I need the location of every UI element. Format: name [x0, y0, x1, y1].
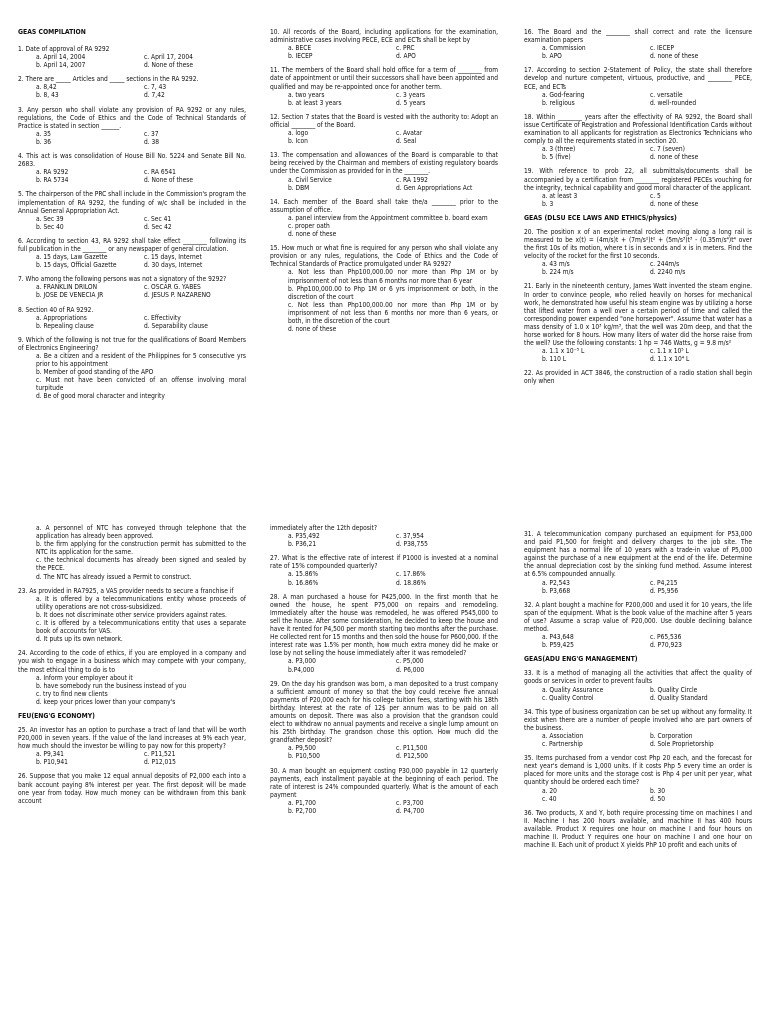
question-item — [524, 530, 752, 595]
answer-option: d. P12,015 — [144, 758, 176, 767]
answer-options — [270, 268, 498, 333]
question-stem: 20. The position x of an experimental rocket moving along a long rail is measured to be x(t) = (4m/s)t + (7m/s²)t² + (5m/s³)t³ - (0.35m/s⁴)t⁴ over the first 10s of its motion, where t is in seconds and x is in meters. Find the velocity of the rocket for the first 10 seconds. — [524, 227, 752, 261]
answer-option: a. FRANKLIN DRILON — [36, 283, 98, 292]
answer-option: d. Gen Appropriations Act — [396, 183, 473, 192]
answer-option: a. 15 days, Law Gazette — [36, 253, 108, 262]
question-item — [270, 151, 498, 191]
column-6 — [524, 530, 752, 855]
question-item — [524, 113, 752, 162]
answer-options — [18, 283, 246, 299]
answer-option: b. It does not discriminate other service providers against rates. — [36, 610, 227, 619]
answer-option: c. IECEP — [650, 44, 674, 53]
answer-option: c. April 17, 2004 — [144, 53, 193, 62]
answer-option: b. APO — [542, 52, 562, 61]
answer-option: b. April 14, 2007 — [36, 61, 86, 70]
answer-option: b. religious — [542, 98, 575, 107]
section-heading: GEAS (DLSU ECE LAWS AND ETHICS/physics) — [524, 213, 677, 222]
answer-options — [270, 532, 498, 548]
question-stem: 14. Each member of the Board shall take the/a ________ prior to the assumption of office. — [270, 197, 498, 214]
section-heading: FEU(ENG'G ECONOMY) — [18, 711, 95, 720]
question-item — [18, 336, 246, 401]
answer-option: c. 1.1 x 10⁵ L — [650, 347, 689, 356]
question-stem: 23. As provided in RA7925, a VAS provider needs to secure a franchise if — [18, 586, 234, 595]
answer-option: c. Avatar — [396, 129, 423, 138]
question-stem: 34. This type of business organization can be set up without any formality. It exist when there are a number of people involved who are part owners of the business. — [524, 707, 752, 732]
answer-option: c. P11,500 — [396, 744, 428, 753]
question-stem: 29. On the day his grandson was born, a man deposited to a trust company a sufficient amount of money so that the boy could receive five annual payments of P20,000 each for his college tuition fees, starting with his 18th birthday. Interest at the rate of 12$ per annum was to be paid on all amounts on deposit. There was also a provision that the grandson could elect to withdraw no annual payments and receive a single lump amount on his 25th birthday. The grandson chose this option. How much did the grandfather deposit? — [270, 679, 498, 745]
answer-option: c. Quality Control — [542, 693, 594, 702]
answer-option: c. 244m/s — [650, 260, 680, 269]
answer-option: d. Seal — [396, 137, 417, 146]
answer-option: b. JOSE DE VENECIA JR — [36, 291, 104, 300]
question-stem: 25. An investor has an option to purchase a tract of land that will be worth P20,000 in seven years. If the value of the land increases at 9% each year, how much should the investor be willing to pay now for this property? — [18, 725, 246, 751]
answer-options — [270, 129, 498, 145]
question-item — [270, 593, 498, 674]
answer-option: c. P4,215 — [650, 578, 678, 587]
answer-options — [270, 176, 498, 192]
answer-options — [270, 570, 498, 586]
answer-option: b. 16.86% — [288, 578, 319, 587]
answer-option: b. Icon — [288, 137, 308, 146]
answer-option: d. P5,956 — [650, 586, 679, 595]
answer-options — [270, 799, 498, 815]
answer-option: d. none of these — [288, 325, 337, 334]
answer-option: c. PRC — [396, 44, 415, 53]
answer-option: b. P3,668 — [542, 586, 571, 595]
question-stem: 16. The Board and the ________ shall correct and rate the licensure examination papers — [524, 28, 752, 45]
answer-option: d. Sole Proprietorship — [650, 740, 714, 749]
answer-option: b.P4,000 — [288, 665, 315, 674]
questions-col-2 — [270, 28, 498, 333]
answer-option: c. P11,521 — [144, 750, 176, 759]
answer-option: b. 15 days, Official Gazette — [36, 261, 117, 270]
answer-option: a. 3 (three) — [542, 145, 576, 154]
answer-option: d. 7,42 — [144, 91, 165, 100]
answer-option: d. P12,500 — [396, 752, 428, 761]
answer-option: d. The NTC has already issued a Permit to construct. — [36, 572, 192, 581]
answer-options — [524, 44, 752, 60]
answer-option: b. 110 L — [542, 355, 567, 364]
answer-option: b. P10,500 — [288, 752, 320, 761]
answer-option: c. 7 (seven) — [650, 145, 685, 154]
question-item — [18, 772, 246, 804]
answer-option: a. 35 — [36, 129, 51, 138]
answer-options — [524, 633, 752, 649]
answer-options — [270, 744, 498, 760]
question-stem: 8. Section 40 of RA 9292. — [18, 305, 94, 314]
answer-option: a. RA 9292 — [36, 168, 69, 177]
question-item — [524, 809, 752, 849]
answer-options — [524, 732, 752, 748]
answer-option: b. P59,425 — [542, 641, 574, 650]
questions-col-4 — [18, 524, 246, 805]
answer-option: d. 50 — [650, 794, 666, 803]
question-stem: 12. Section 7 states that the Board is vested with the authority to: Adopt an official ________ of the Board. — [270, 112, 498, 129]
question-item — [18, 75, 246, 99]
column-2 — [270, 28, 498, 339]
answer-option: b. Corporation — [650, 731, 693, 740]
answer-option: a. at least 3 — [542, 191, 578, 200]
answer-options — [18, 130, 246, 146]
question-item — [524, 669, 752, 701]
answer-options — [18, 352, 246, 401]
questions-col-1 — [18, 45, 246, 401]
question-item — [18, 237, 246, 269]
answer-option: c. Effectivity — [144, 313, 181, 322]
answer-option: a. It is offered by a telecommunications entity whose proceeds of utility operations are not cross-subsidized. — [36, 594, 246, 611]
column-4 — [18, 524, 246, 811]
answer-option: d. Quality Standard — [650, 693, 708, 702]
answer-options — [270, 44, 498, 60]
answer-options — [18, 83, 246, 99]
question-item — [18, 152, 246, 184]
answer-option: c. 37 — [144, 129, 159, 138]
question-item — [524, 754, 752, 803]
column-3 — [524, 28, 752, 392]
question-stem: 18. Within ________ years after the effectivity of RA 9292, the Board shall issue Certificate of Registration and Professional Identification Cards without examination to all applicants for registration as Electronics Technicians who comply to all the requirements stated in section 20. — [524, 112, 752, 146]
question-stem: 4. This act is was consolidation of House Bill No. 5224 and Senate Bill No. 2683. — [18, 152, 246, 169]
answer-option: b. 224 m/s — [542, 268, 574, 277]
question-item — [18, 275, 246, 299]
answer-option: a. P9,500 — [288, 744, 316, 753]
answer-options — [18, 53, 246, 69]
answer-option: b. at least 3 years — [288, 98, 342, 107]
answer-option: a. BECE — [288, 44, 312, 53]
answer-option: c. 3 years — [396, 90, 426, 99]
question-stem: 35. Items purchased from a vendor cost Php 20 each, and the forecast for next year's demand is 1,000 units. If it costs Php 5 every time an order is placed for more units and the storage cost is Php 4 per unit per year, what quantity should be ordered each time? — [524, 754, 752, 787]
question-stem: 1. Date of approval of RA 9292 — [18, 45, 110, 53]
answer-option: d. none of these — [650, 199, 699, 208]
answer-option: d. 1.1 x 10⁴ L — [650, 355, 690, 364]
answer-option: a. P43,648 — [542, 633, 574, 642]
answer-option: d. APO — [396, 52, 416, 61]
question-item — [270, 198, 498, 238]
answer-option: d. 38 — [144, 137, 160, 146]
question-stem: 26. Suppose that you make 12 equal annual deposits of P2,000 each into a bank account paying 8% interest per year. The first deposit will be made one year from today. How much money can be withdrawn from this bank account — [18, 772, 246, 805]
answer-option: d. JESUS P. NAZARENO — [144, 291, 211, 300]
question-stem: 30. A man bought an equipment costing P30,000 payable in 12 quarterly payments, each installment payable at the beginning of each period. The rate of interest is 24% compounded quarterly. What is the amount of each payment — [270, 766, 498, 799]
answer-option: c. Sec 41 — [144, 214, 172, 223]
answer-option: d. none of these — [650, 52, 699, 61]
column-5 — [270, 524, 498, 821]
column-1 — [18, 28, 246, 407]
question-item — [18, 45, 246, 69]
answer-option: a. Commission — [542, 44, 586, 53]
question-item — [524, 708, 752, 748]
question-stem: 17. According to section 2-Statement of Policy, the state shall therefore develop and nurture competent, virtuous, productive, and ________ PECE, ECE, and ECTs — [524, 66, 752, 91]
answer-option: c. 37,954 — [396, 532, 424, 541]
answer-options — [524, 91, 752, 107]
questions-col-3 — [524, 28, 752, 386]
answer-option: a. 1.1 x 10⁻⁵ L — [542, 347, 585, 356]
question-stem: 11. The members of the Board shall hold office for a term of ________ from date of appointment or until their successors shall have been appointed and qualified and may be re-appointed once for another term. — [270, 66, 498, 91]
answer-option: c. RA 1992 — [396, 175, 428, 184]
question-item — [18, 649, 246, 706]
answer-option: d. keep your prices lower than your company's — [36, 697, 176, 706]
answer-option: d. Separability clause — [144, 321, 208, 330]
question-item — [270, 66, 498, 106]
page-title: GEAS COMPILATION — [18, 28, 86, 36]
question-stem: 32. A plant bought a machine for P200,000 and used it for 10 years, the life span of the equipment. What is the book value of the machine after 5 years of use? Assume a scrap value of P20,000. Use double declining balance method. — [524, 600, 752, 634]
question-stem: 10. All records of the Board, including applications for the examination, administrative cases involving PECE, ECE and ECTs shall be kept by — [270, 28, 498, 45]
answer-option: a. God-fearing — [542, 90, 585, 99]
answer-option: a. P2,543 — [542, 578, 570, 587]
question-stem: 7. Who among the following persons was not a signatory of the 9292? — [18, 275, 227, 284]
answer-option: a. P1,700 — [288, 798, 316, 807]
questions-col-5 — [270, 524, 498, 815]
question-stem: 24. According to the code of ethics, if you are employed in a company and you wish to engage in a business which may compete with your company, the most ethical thing to do is to — [18, 649, 246, 674]
question-item — [18, 190, 246, 230]
answer-option: d. none of these — [288, 230, 337, 239]
question-item — [524, 228, 752, 277]
answer-options — [524, 145, 752, 161]
answer-option: c. 7, 43 — [144, 83, 167, 92]
question-item — [18, 106, 246, 146]
answer-option: d. P6,000 — [396, 665, 425, 674]
answer-option: a. P9,341 — [36, 750, 64, 759]
question-item — [524, 282, 752, 363]
section-heading: GEAS(ADU ENG'G MANAGEMENT) — [524, 655, 638, 664]
answer-option: b. have somebody run the business instead of you — [36, 681, 187, 690]
answer-option: d. none of these — [650, 153, 699, 162]
answer-option: c. 15 days, Internet — [144, 253, 202, 262]
answer-option: b. Sec 40 — [36, 222, 64, 231]
question-item — [524, 369, 752, 385]
answer-option: d. 30 days, Internet — [144, 261, 203, 270]
answer-option: d. Sec 42 — [144, 222, 172, 231]
question-stem: 27. What is the effective rate of interest if P1000 is invested at a nominal rate of 15% compounded quarterly? — [270, 554, 498, 571]
answer-options — [18, 215, 246, 231]
question-item — [524, 66, 752, 106]
answer-option: a. 15.86% — [288, 570, 319, 579]
question-stem: 36. Two products, X and Y, both require processing time on machines I and II. Machine I has 200 hours available, and machine II has 400 hours available. Product X requires one hour on machine I and four hours on machine II. Product Y requires one hour on machine I and one hour on machine II. Each unit of product X yields PhP 10 profit and each units of — [524, 808, 752, 850]
question-item — [524, 601, 752, 650]
questions-col-6 — [524, 530, 752, 849]
answer-options — [270, 657, 498, 673]
answer-option: b. DBM — [288, 183, 310, 192]
question-item — [270, 244, 498, 333]
question-item — [270, 113, 498, 145]
answer-option: d. 5 years — [396, 98, 426, 107]
answer-options — [18, 674, 246, 706]
answer-option: a. Civil Service — [288, 175, 332, 184]
answer-option: c. Must not have been convicted of an offense involving moral turpitude — [36, 376, 246, 393]
answer-option: a. two years — [288, 90, 325, 99]
answer-option: d. None of these — [144, 61, 193, 70]
answer-option: d. P70,923 — [650, 641, 682, 650]
answer-option: c. P65,536 — [650, 633, 682, 642]
question-stem: 9. Which of the following is not true for the qualifications of Board Members of Electronics Engineering? — [18, 335, 246, 352]
answer-option: a. Association — [542, 731, 584, 740]
answer-options — [18, 253, 246, 269]
question-item — [270, 554, 498, 586]
answer-option: d. P38,755 — [396, 540, 428, 549]
question-stem: 31. A telecommunication company purchased an equipment for P53,000 and paid P1,500 for freight and delivery charges to the job site. The equipment has a normal life of 10 years with a trade-in value of P5,000 against the purchase of a new equipment at the end of the life. Determine the annual depreciation cost by the sinking fund method. Assume interest at 6.5% compounded annually. — [524, 530, 752, 579]
answer-option: c. It is offered by a telecommunications entity that uses a separate book of accounts for VAS. — [36, 619, 246, 636]
answer-options — [18, 168, 246, 184]
answer-option: a. 20 — [542, 786, 557, 795]
answer-option: d. It puts up its own network. — [36, 635, 123, 644]
question-item — [524, 28, 752, 60]
answer-option: c. proper oath — [288, 221, 330, 230]
answer-option: a. Sec 39 — [36, 214, 64, 223]
answer-option: c. P5,000 — [396, 657, 424, 666]
answer-options — [18, 314, 246, 330]
answer-options — [270, 214, 498, 238]
answer-option: b. 36 — [36, 137, 52, 146]
question-item — [18, 587, 246, 644]
question-stem: 3. Any person who shall violate any provision of RA 9292 or any rules, regulations, the Code of Ethics and the Code of Technical Standards of Practice is stated in section ______. — [18, 105, 246, 130]
answer-option: c. try to find new clients — [36, 689, 108, 698]
answer-option: d. P4,700 — [396, 807, 425, 815]
answer-option: a. April 14, 2004 — [36, 53, 86, 62]
answer-option: b. P36,21 — [288, 540, 317, 549]
answer-option: c. 5 — [650, 191, 661, 200]
answer-option: a. A personnel of NTC has conveyed through telephone that the application has already been approved. — [36, 524, 246, 541]
answer-option: a. Inform your employer about it — [36, 673, 133, 682]
question-item — [270, 680, 498, 761]
answer-option: c. Partnership — [542, 740, 583, 749]
answer-option: b. P10,941 — [36, 758, 68, 767]
answer-options — [524, 787, 752, 803]
answer-option: a. P3,000 — [288, 657, 316, 666]
answer-option: b. 3 — [542, 199, 554, 208]
answer-option: d. well-rounded — [650, 98, 697, 107]
answer-options — [18, 750, 246, 766]
answer-option: c. 17.86% — [396, 570, 426, 579]
answer-option: c. versatile — [650, 90, 683, 99]
answer-option: b. Quality Circle — [650, 685, 698, 694]
question-stem: 33. It is a method of managing all the activities that affect the quality of goods or services in order to prevent faults — [524, 669, 752, 686]
answer-option: a. Not less than Php100,000.00 nor more than Php 1M or by imprisonment of not less than 6 months nor more than 6 year — [288, 268, 498, 285]
answer-option: b. RA 5734 — [36, 176, 69, 185]
question-item — [524, 167, 752, 207]
answer-options — [524, 347, 752, 363]
answer-option: a. Appropriations — [36, 313, 87, 322]
answer-option: b. IECEP — [288, 52, 313, 61]
answer-options — [524, 686, 752, 702]
answer-options — [524, 579, 752, 595]
answer-option: d. 18.86% — [396, 578, 427, 587]
answer-option: c. OSCAR G. YABES — [144, 283, 201, 292]
answer-option: b. the firm applying for the construction permit has submitted to the NTC its application for the same. — [36, 540, 246, 557]
question-item — [270, 767, 498, 816]
answer-option: a. P35,492 — [288, 532, 320, 541]
answer-option: a. 8,42 — [36, 83, 57, 92]
question-item — [18, 726, 246, 766]
question-stem: 19. With reference to prob 22, all submittals/documents shall be accompanied by a certification from ________ registered PECEs vouching for the integrity, technical capability and good moral character of the applicant. — [524, 167, 752, 192]
answer-option: a. Quality Assurance — [542, 685, 604, 694]
question-stem: 2. There are _____ Articles and _____ sections in the RA 9292. — [18, 75, 199, 84]
answer-option: d. None of these — [144, 176, 193, 185]
question-item — [18, 524, 246, 581]
question-stem: 28. A man purchased a house for P425,000. In the first month that he owned the house, he spent P75,000 on repairs and remodeling. Immediately after the house was remodeled, he was offered P545,000 to sell the house. After some consideration, he decided to keep the house and have it rented for P4,500 per month starting two months after the purchase. He collected rent for 15 months and then sold the house for P600,000. If the interest rate was 1.5% per month, how much extra money did he make or lose by not selling the house immediately after it was remodeled? — [270, 592, 498, 658]
answer-option: b. 5 (five) — [542, 153, 571, 162]
answer-option: b. 30 — [650, 786, 666, 795]
question-stem: 21. Early in the nineteenth century, James Watt invented the steam engine. In order to convince people, who relied heavily on horses for mechanical work, he demonstrated how useful his steam engine was by utilizing a horse that lifted water from a well over a certain period of time and called the corresponding power expended "one horsepower". Assume that water has a mass density of 1.0 x 10³ kg/m³, that the well was 20m deep, and that the horse worked for 8 hours. How many liters of water did the horse raise from the well? Use the following constants: 1 hp = 746 Watts, g = 9.8 m/s² — [524, 282, 752, 348]
answer-option: c. the technical documents has already been signed and sealed by the PECE. — [36, 556, 246, 573]
answer-option: b. 8, 43 — [36, 91, 59, 100]
answer-option: c. RA 6541 — [144, 168, 176, 177]
answer-options — [524, 192, 752, 208]
answer-option: d. Be of good moral character and integrity — [36, 392, 165, 401]
question-stem: 22. As provided in ACT 3846, the construction of a radio station shall begin only when — [524, 369, 752, 386]
answer-option: b. Repealing clause — [36, 321, 94, 330]
answer-option: c. 40 — [542, 794, 557, 803]
answer-option: d. 2240 m/s — [650, 268, 686, 277]
question-item — [18, 306, 246, 330]
answer-option: b. P2,700 — [288, 807, 317, 815]
question-item — [270, 28, 498, 60]
answer-option: b. Php100,000.00 to Php 1M or 6 yrs imprisonment or both, in the discretion of the court — [288, 284, 498, 301]
question-stem: 13. The compensation and allowances of the Board is comparable to that being received by the Chairman and members of existing regulatory boards under the Commission as provided for in the ________. — [270, 151, 498, 176]
question-stem: 6. According to section 43, RA 9292 shall take effect ________ following its full publication in the ________ or any newspaper of general circulation. — [18, 236, 246, 253]
answer-option: b. Member of good standing of the APO — [36, 368, 154, 377]
answer-option: c. Not less than Php100,000.00 nor more than Php 1M or by imprisonment of not less than 6 months nor more than 6 years, or both, in the discretion of the court — [288, 300, 498, 325]
question-item — [270, 524, 498, 548]
question-stem: 15. How much or what fine is required for any person who shall violate any provision or any rules, regulations, the Code of Ethics and the Code of Technical Standards of Practice promulgated under RA 9292? — [270, 244, 498, 269]
answer-options — [18, 595, 246, 644]
answer-option: a. logo — [288, 129, 309, 138]
answer-options — [270, 91, 498, 107]
answer-option: c. P3,700 — [396, 798, 424, 807]
answer-option: a. Be a citizen and a resident of the Philippines for 5 consecutive yrs prior to his appointment — [36, 352, 246, 369]
answer-option: a. panel interview from the Appointment committee b. board exam — [288, 213, 488, 222]
answer-options — [524, 260, 752, 276]
question-stem: 5. The chairperson of the PRC shall include in the Commission's program the implementation of RA 9292, the funding of w/c shall be included in the Annual General Appropriation Act. — [18, 190, 246, 215]
answer-option: a. 43 m/s — [542, 260, 570, 269]
question-stem: immediately after the 12th deposit? — [270, 524, 377, 532]
